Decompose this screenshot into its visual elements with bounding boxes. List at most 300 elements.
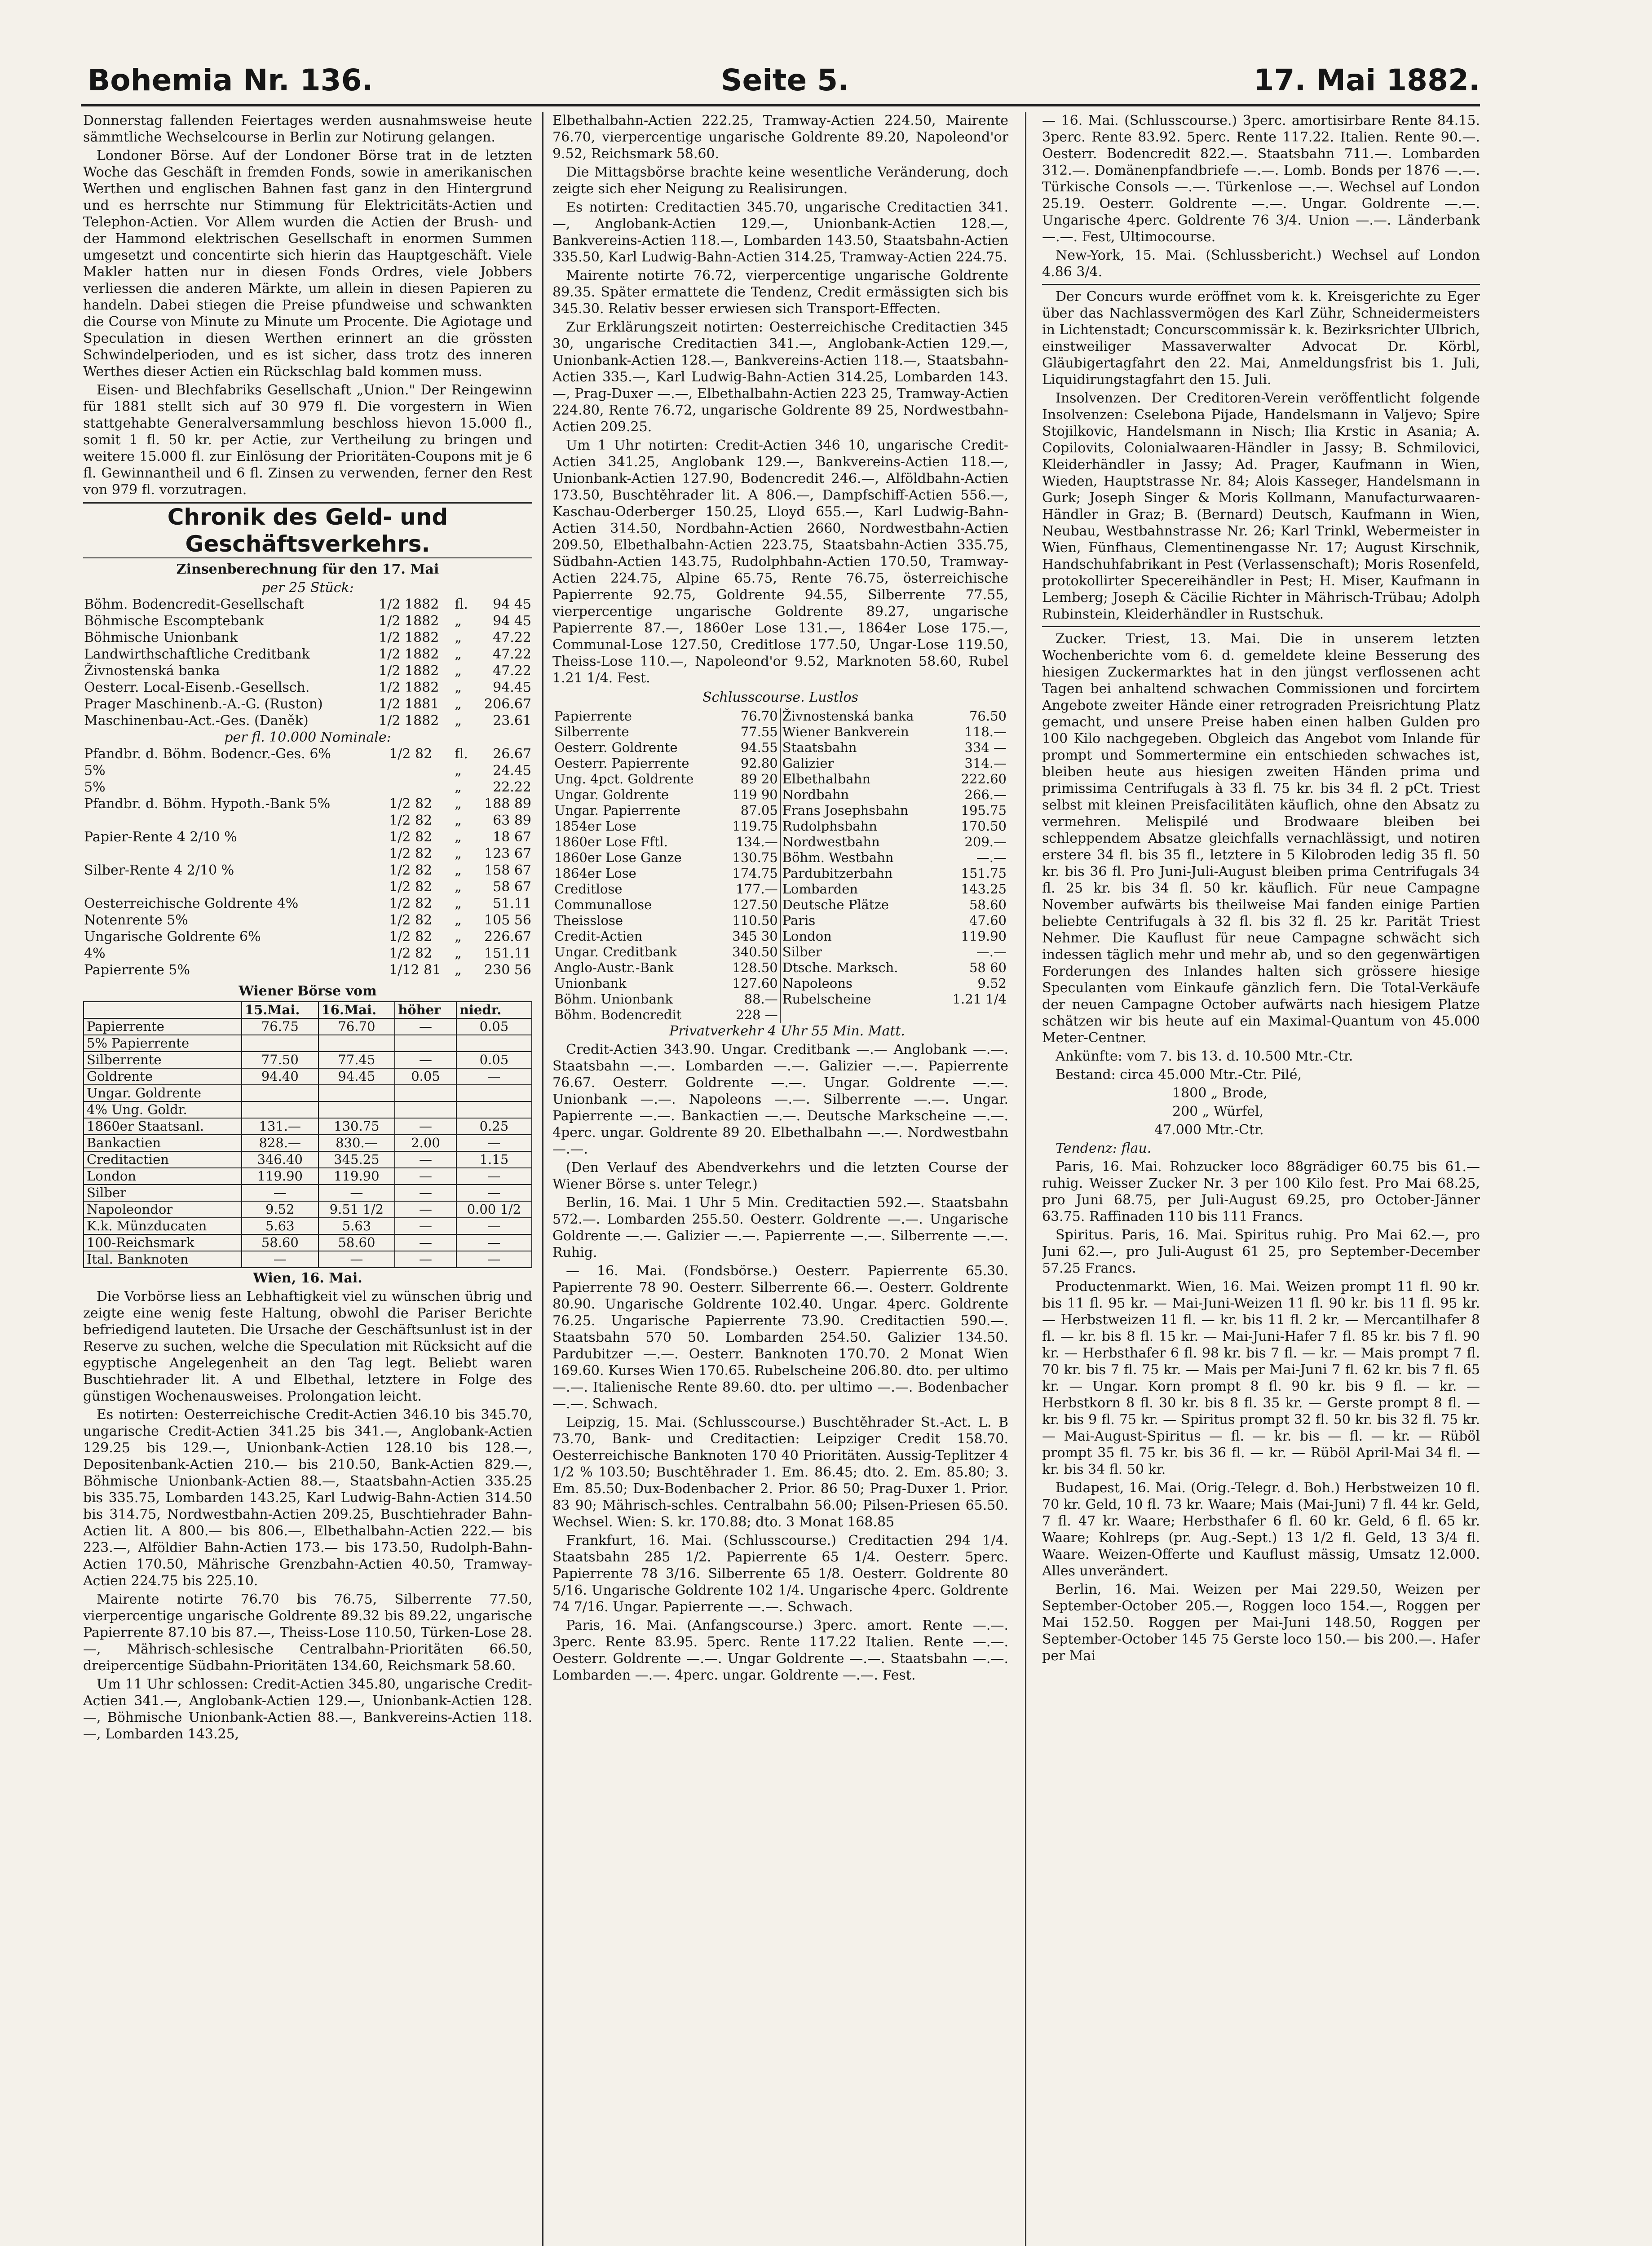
paragraph: Paris, 16. Mai. Rohzucker loco 88grädiger 60.75 bis 61.— ruhig. Weisser Zucker Nr. 3 per 100 Kilo fest. Pro Mai 68.25, pro Juni 68.75, per Juli-August 69.25, pro October-Jänner 63.75. Raffinaden 110 bis 111 Francs.	[1042, 1159, 1480, 1225]
table-cell: Papierrente	[554, 708, 632, 724]
table-cell	[318, 1101, 395, 1118]
table-cell: Oesterr. Papierrente	[554, 756, 689, 771]
table-cell: 1/2 1882	[379, 630, 439, 646]
table-cell: 0.05	[395, 1068, 456, 1085]
table-cell: Silber-Rente 4 2/10 %	[84, 862, 234, 878]
table-cell: Böhm. Unionbank	[554, 991, 673, 1007]
closing-prices-table	[552, 708, 1008, 1023]
table-row	[83, 862, 532, 879]
table-cell: 158 67	[484, 862, 531, 878]
table-cell: 63 89	[493, 813, 531, 828]
paragraph: (Den Verlauf des Abendverkehrs und die letzten Course der Wiener Börse s. unter Telegr.)	[552, 1160, 1008, 1192]
table-cell: 58 60	[969, 960, 1007, 975]
table-cell: 1/2 1881	[379, 696, 439, 712]
table-cell: 0.05	[456, 1052, 532, 1068]
table-row	[552, 1007, 1008, 1023]
table-cell: Theisslose	[554, 913, 623, 928]
table-title: Schlusscourse. Lustlos	[702, 690, 858, 705]
paragraph: — 16. Mai. (Fondsbörse.) Oesterr. Papierrente 65.30. Papierrente 78 90. Oesterr. Silberrente 66.—. Oesterr. Goldrente 80.90. Ungarische Goldrente 102.40. Ungar. 4perc. Goldrente 76.25. Ungarische Papierrente 73.90. Creditactien 590.—. Staatsbahn 570 50. Lombarden 254.50. Galizier 134.50. Pardubitzer —.—. Oesterr. Banknoten 170.70. 2 Monat Wien 169.60. Kurses Wien 170.65. Rubelscheine 206.80. dto. per ultimo —.—. Italienische Rente 89.60. dto. per ultimo —.—. Bodenbacher —.—. Schwach.	[552, 1263, 1008, 1412]
table-cell: —	[318, 1185, 395, 1201]
table-cell	[83, 812, 388, 829]
table-cell: Landwirthschaftliche Creditbank	[84, 646, 310, 662]
paragraph: Die Mittagsbörse brachte keine wesentliche Veränderung, doch zeigte sich eher Neigung zu Realisirungen.	[552, 164, 1008, 197]
table-cell: 23.61	[493, 713, 531, 729]
table-cell: Böhmische Unionbank	[84, 630, 238, 646]
table-cell: 1/2 1882	[379, 680, 439, 695]
table-cell: 76.75	[242, 1018, 318, 1035]
table-row	[83, 812, 532, 829]
table-cell	[456, 1085, 532, 1101]
table-row	[84, 1151, 532, 1168]
table-cell: 226.67	[484, 929, 531, 945]
table-cell: 47.22	[493, 663, 531, 679]
table-cell: Lombarden	[782, 881, 858, 897]
paragraph: Es notirten: Creditactien 345.70, ungarische Creditactien 341.—, Anglobank-Actien 129.—, Unionbank-Actien 128.—, Bankvereins-Actien 118.—, Lombarden 143.50, Staatsbahn-Actien 335.50, Karl Ludwig-Bahn-Actien 314.25, Tramway-Actien 224.75.	[552, 199, 1008, 265]
table-cell: 9.52	[242, 1201, 318, 1218]
subheading: Zinsenberechnung für den 17. Mai	[176, 562, 439, 577]
table-cell: Ung. 4pct. Goldrente	[554, 771, 694, 787]
table-row	[83, 779, 532, 796]
subheading: per 25 Stück:	[261, 580, 354, 596]
table-cell: Papier-Rente 4 2/10 %	[84, 829, 237, 845]
paragraph: Credit-Actien 343.90. Ungar. Creditbank —.— Anglobank —.—. Staatsbahn —.—. Lombarden —.—. Galizier —.—. Papierrente 76.67. Oesterr. Goldrente —.—. Ungar. Goldrente —.—. Unionbank —.—. Napoleons —.—. Silberrente —.—. Ungar. Papierrente —.—. Bankactien —.—. Deutsche Markscheine —.—. 4perc. ungar. Goldrente 89 20. Elbethalbahn —.—. Nordwestbahn —.—.	[552, 1042, 1008, 1157]
table-cell: —	[456, 1135, 532, 1151]
column-1	[83, 112, 532, 2246]
table-cell: —	[395, 1168, 456, 1185]
table-cell: 345.25	[318, 1151, 395, 1168]
table-cell	[242, 1101, 318, 1118]
table-cell: Ungar. Creditbank	[554, 944, 677, 959]
table-row	[83, 596, 532, 613]
table-row	[552, 928, 1008, 944]
table-row	[84, 1085, 532, 1101]
table-cell: „	[455, 646, 462, 662]
table-cell: 118.—	[964, 724, 1007, 739]
table-cell: Silberrente	[554, 724, 629, 739]
table-cell: London	[84, 1168, 242, 1185]
table-cell: 1.21 1/4	[952, 991, 1007, 1007]
table-cell: Wiener Bankverein	[782, 724, 909, 739]
table-cell: —	[395, 1118, 456, 1135]
table-cell: 5% Papierrente	[84, 1035, 242, 1052]
interest-table-1	[83, 596, 532, 729]
table-cell	[456, 1035, 532, 1052]
table-cell: 4% Ung. Goldr.	[84, 1101, 242, 1118]
table-cell: 222.60	[961, 771, 1007, 787]
paragraph: Ankünfte: vom 7. bis 13. d. 10.500 Mtr.-Ctr.	[1056, 1048, 1353, 1064]
table-cell: —.—	[976, 850, 1007, 865]
column-header: 16.Mai.	[318, 1002, 395, 1018]
subheading: per fl. 10.000 Nominale:	[224, 730, 391, 745]
table-row	[83, 679, 532, 696]
table-cell: 94.55	[721, 740, 780, 756]
table-cell: Deutsche Plätze	[782, 897, 889, 912]
paragraph: Frankfurt, 16. Mai. (Schlusscourse.) Creditactien 294 1/4. Staatsbahn 285 1/2. Papierrente 65 1/4. Oesterr. 5perc. Papierrente 78 3/16. Silberrente 65 1/8. Oesterr. Goldrente 80 5/16. Ungarische Goldrente 102 1/4. Ungarische 4perc. Goldrente 74 7/16. Ungar. Papierrente —.—. Schwach.	[552, 1533, 1008, 1615]
divider	[1042, 626, 1480, 627]
table-row	[552, 756, 1008, 771]
table-cell: Ungarische Goldrente 6%	[84, 929, 261, 945]
table-cell: 0.00 1/2	[456, 1201, 532, 1218]
table-cell: 77.45	[318, 1052, 395, 1068]
table-cell	[780, 1007, 940, 1023]
table-row	[83, 879, 532, 895]
paragraph: Bestand: circa 45.000 Mtr.-Ctr. Pilé,	[1056, 1067, 1302, 1083]
table-row	[552, 740, 1008, 756]
table-cell: Oesterr. Local-Eisenb.-Gesellsch.	[84, 680, 310, 695]
table-cell: 119.90	[318, 1168, 395, 1185]
table-cell: 51.11	[493, 896, 531, 911]
table-row	[84, 1168, 532, 1185]
table-cell	[395, 1101, 456, 1118]
dateline: Wien, 16. Mai.	[253, 1270, 362, 1286]
table-cell: Böhm. Bodencredit	[554, 1007, 682, 1022]
table-cell: 345 30	[721, 928, 780, 944]
table-cell: 94.45	[493, 680, 531, 695]
table-cell: Staatsbahn	[782, 740, 857, 755]
table-cell: 1/2 82	[389, 862, 433, 878]
table-cell: 334 —	[964, 740, 1007, 755]
table-row	[552, 834, 1008, 850]
table-cell: 1860er Staatsanl.	[84, 1118, 242, 1135]
table-cell: 76.70	[318, 1018, 395, 1035]
table-cell: 1/2 82	[389, 813, 433, 828]
paragraph: Es notirten: Oesterreichische Credit-Actien 346.10 bis 345.70, ungarische Credit-Actien 341.25 bis 341.—, Anglobank-Actien 129.25 bis 129.—, Unionbank-Actien 128.10 bis 128.—, Depositenbank-Actien 210.— bis 210.50, Bank-Actien 829.—, Böhmische Unionbank-Actien 88.—, Staatsbahn-Actien 335.25 bis 335.75, Lombarden 143.25, Karl Ludwig-Bahn-Actien 314.50 bis 314.75, Nordwestbahn-Actien 209.25, Buschtiehrader Bahn-Actien lit. A 800.— bis 806.—, Elbethalbahn-Actien 222.— bis 223.—, Alföldier Bahn-Actien 173.— bis 173.50, Rudolph-Bahn-Actien 170.50, Mährische Grenzbahn-Actien 40.50, Tramway-Actien 224.75 bis 225.10.	[83, 1407, 532, 1589]
table-cell: 24.45	[493, 763, 531, 778]
table-cell: —	[395, 1185, 456, 1201]
paragraph: Die Vorbörse liess an Lebhaftigkeit viel zu wünschen übrig und zeigte eine wenig feste Haltung, obwohl die Pariser Berichte befriedigend lauteten. Die Ursache der Geschäftsunlust ist in der Reserve zu suchen, welche die Speculation mit Rücksicht auf die egyptische Angelegenheit an den Tag legt. Beliebt waren Buschtiehrader lit. A und Elbethal, letztere in Folge des günstigen Wochenausweises. Prolongation leicht.	[83, 1289, 532, 1404]
table-cell: —	[456, 1234, 532, 1251]
column-header: niedr.	[456, 1002, 532, 1018]
paragraph: 200 „ Würfel,	[1172, 1104, 1264, 1119]
table-cell: „	[455, 713, 462, 729]
table-cell: Unionbank	[554, 976, 627, 991]
table-cell: —	[242, 1185, 318, 1201]
interest-table-2	[83, 746, 532, 978]
column-header: höher	[395, 1002, 456, 1018]
table-cell: 206.67	[484, 696, 531, 712]
paragraph: Elbethalbahn-Actien 222.25, Tramway-Actien 224.50, Mairente 76.70, vierpercentige ungarische Goldrente 89.20, Napoleond'or 9.52, Reichsmark 58.60.	[552, 113, 1008, 162]
table-cell: 18 67	[493, 829, 531, 845]
table-cell: 127.50	[721, 897, 780, 913]
table-cell: „	[455, 813, 462, 828]
section-heading: Chronik des Geld- und Geschäftsverkehrs.	[83, 502, 532, 558]
table-cell: fl.	[455, 746, 468, 762]
table-cell: 151.75	[961, 866, 1007, 881]
table-cell: 119 90	[721, 787, 780, 803]
table-cell: „	[455, 962, 462, 978]
table-cell: Papierrente	[84, 1018, 242, 1035]
table-row	[83, 613, 532, 629]
table-row	[83, 895, 532, 912]
table-cell: 47.22	[493, 630, 531, 646]
table-cell: 94.45	[318, 1068, 395, 1085]
table-cell: —	[456, 1168, 532, 1185]
table-cell: 828.—	[242, 1135, 318, 1151]
table-row	[552, 850, 1008, 866]
table-cell: 1/2 1882	[379, 713, 439, 729]
table-cell: Creditlose	[554, 881, 623, 897]
table-cell: 134.—	[721, 834, 780, 850]
table-cell: 47.60	[969, 913, 1007, 928]
table-row	[552, 913, 1008, 928]
table-cell: —.—	[976, 944, 1007, 959]
table-cell: 209.—	[964, 834, 1007, 849]
table-cell	[242, 1085, 318, 1101]
table-cell: Galizier	[782, 756, 834, 771]
table-cell: 5%	[84, 779, 106, 795]
table-cell: „	[455, 630, 462, 646]
table-cell: 58.60	[969, 897, 1007, 912]
table-row	[552, 787, 1008, 803]
table-cell: 1/2 82	[389, 846, 433, 862]
table-cell: —	[456, 1185, 532, 1201]
table-cell: 1/2 82	[389, 879, 433, 895]
table-row	[83, 663, 532, 679]
table-cell: 92.80	[721, 756, 780, 771]
table-cell: 77.55	[721, 724, 780, 740]
table-cell: 5.63	[318, 1218, 395, 1234]
table-cell: Ungar. Papierrente	[554, 803, 680, 818]
column-header: 15.Mai.	[242, 1002, 318, 1018]
table-cell: „	[455, 763, 462, 778]
table-row	[552, 818, 1008, 834]
table-cell	[242, 1035, 318, 1052]
table-row	[83, 762, 532, 779]
table-cell	[395, 1035, 456, 1052]
table-row	[84, 1135, 532, 1151]
table-cell: „	[455, 829, 462, 845]
table-cell: 89 20	[721, 771, 780, 787]
table-cell: fl.	[455, 597, 468, 612]
table-cell: Nordbahn	[782, 787, 849, 802]
paragraph: Budapest, 16. Mai. (Orig.-Telegr. d. Boh.) Herbstweizen 10 fl. 70 kr. Geld, 10 fl. 73 kr. Waare; Mais (Mai-Juni) 7 fl. 44 kr. Geld, 7 fl. 47 kr. Waare; Herbsthafer 6 fl. 60 kr. Geld, 6 fl. 65 kr. Waare; Kohlreps (pr. Aug.-Sept.) 13 1/2 fl. Geld, 13 3/4 fl. Waare. Weizen-Offerte und Kauflust mässig, Umsatz 12.000. Alles unverändert.	[1042, 1480, 1480, 1579]
table-cell: Silberrente	[84, 1052, 242, 1068]
table-cell: 9.51 1/2	[318, 1201, 395, 1218]
table-cell: 1/2 1882	[379, 613, 439, 629]
table-cell: Prager Maschinenb.-A.-G. (Ruston)	[84, 696, 323, 712]
table-cell: —	[395, 1018, 456, 1035]
table-cell: —	[395, 1234, 456, 1251]
table-cell: —	[456, 1251, 532, 1268]
paragraph: Eisen- und Blechfabriks Gesellschaft „Union." Der Reingewinn für 1881 stellt sich auf 30 979 fl. Die vorgestern in Wien stattgehabte Generalversammlung beschloss hievon 15.000 fl., somit 1 fl. 50 kr. per Actie, zur Vertheilung zu bringen und weitere 15.000 fl. zur Einlösung der Prioritäten-Coupons mit je 6 fl. Gewinnantheil und 6 fl. Zinsen zu verwenden, ferner den Rest von 979 fl. vorzutragen.	[83, 382, 532, 498]
table-cell: —	[456, 1068, 532, 1085]
table-cell	[83, 845, 388, 862]
table-row	[83, 712, 532, 729]
table-row	[552, 708, 1008, 724]
table-row	[552, 866, 1008, 881]
table-cell: 128.50	[721, 960, 780, 976]
table-cell: 177.—	[721, 881, 780, 897]
table-cell: Elbethalbahn	[782, 771, 871, 787]
table-row	[552, 803, 1008, 818]
table-cell: Oesterr. Goldrente	[554, 740, 678, 755]
table-row	[83, 696, 532, 712]
table-cell: „	[455, 879, 462, 895]
table-cell: 0.25	[456, 1118, 532, 1135]
paragraph: Productenmarkt. Wien, 16. Mai. Weizen prompt 11 fl. 90 kr. bis 11 fl. 95 kr. — Mai-Juni-Weizen 11 fl. 90 kr. bis 11 fl. 95 kr. — Herbstweizen 11 fl. — kr. bis 11 fl. 2 kr. — Mercantilhafer 8 fl. — kr. bis 8 fl. 15 kr. — Mai-Juni-Hafer 7 fl. 85 kr. bis 7 fl. 90 kr. — Herbsthafer 6 fl. 98 kr. bis 7 fl. — kr. — Mais prompt 7 fl. 70 kr. bis 7 fl. 75 kr. — Mais per Mai-Juni 7 fl. 62 kr. bis 7 fl. 65 kr. — Ungar. Korn prompt 8 fl. 90 kr. bis 9 fl. — kr. — Herbstkorn 8 fl. 30 kr. bis 8 fl. 35 kr. — Gerste prompt 8 fl. — kr. bis 9 fl. 75 kr. — Spiritus prompt 32 fl. 50 kr. bis 32 fl. 75 kr. — Mai-August-Spiritus — fl. — kr. bis — fl. — kr. — Rüböl prompt 35 fl. 75 kr. bis 36 fl. — kr. — Rüböl April-Mai 34 fl. — kr. bis 34 fl. 50 kr.	[1042, 1279, 1480, 1477]
column-2	[552, 112, 1008, 2246]
table-cell	[940, 1007, 1008, 1023]
table-row	[84, 1218, 532, 1234]
table-cell: 170.50	[961, 818, 1007, 834]
table-cell: 0.05	[456, 1018, 532, 1035]
table-cell: Papierrente 5%	[84, 962, 190, 978]
table-cell: 1/2 1882	[379, 646, 439, 662]
table-cell: 94 45	[493, 613, 531, 629]
table-row	[84, 1185, 532, 1201]
table-cell: 1860er Lose Ganze	[554, 850, 682, 865]
table-cell: 130.75	[721, 850, 780, 866]
table-cell: Goldrente	[84, 1068, 242, 1085]
table-cell: Oesterreichische Goldrente 4%	[84, 896, 299, 911]
table-cell: Frans Josephsbahn	[782, 803, 909, 818]
table-row	[552, 976, 1008, 991]
table-cell: „	[455, 680, 462, 695]
table-row	[552, 724, 1008, 740]
page-number: Seite 5.	[721, 63, 849, 97]
table-cell: 230 56	[484, 962, 531, 978]
paragraph: Privatverkehr 4 Uhr 55 Min. Matt.	[669, 1023, 905, 1039]
column-rule-2	[1025, 112, 1026, 2246]
masthead-issue: Bohemia Nr. 136.	[88, 63, 373, 97]
table-cell: Rudolphsbahn	[782, 818, 877, 834]
table-cell: —	[395, 1218, 456, 1234]
table-cell: „	[455, 796, 462, 812]
divider	[1042, 284, 1480, 285]
issue-date: 17. Mai 1882.	[1253, 63, 1480, 97]
table-cell: 110.50	[721, 913, 780, 928]
table-cell	[388, 762, 454, 779]
table-cell: Paris	[782, 913, 816, 928]
paragraph: — 16. Mai. (Schlusscourse.) 3perc. amortisirbare Rente 84.15. 3perc. Rente 83.92. 5perc. Rente 117.22. Italien. Rente 90.—. Oesterr. Bodencredit 822.—. Staatsbahn 711.—. Lombarden 312.—. Domänenpfandbriefe —.—. Lomb. Bonds per 1876 —.—. Türkische Consols —.—. Türkenlose —.—. Wechsel auf London 25.19. Oesterr. Goldrente —.—. Ungar. Goldrente —.—. Ungarische 4perc. Goldrente 76 3/4. Union —.—. Länderbank —.—. Fest, Ultimocourse.	[1042, 113, 1480, 245]
table-cell: 346.40	[242, 1151, 318, 1168]
table-cell: 1864er Lose	[554, 866, 636, 881]
table-cell: 127.60	[721, 976, 780, 991]
table-cell: 22.22	[493, 779, 531, 795]
table-cell: Böhm. Bodencredit-Gesellschaft	[84, 597, 304, 612]
table-cell	[318, 1035, 395, 1052]
table-cell: 1/2 82	[389, 796, 433, 812]
table-cell: Credit-Actien	[554, 928, 643, 944]
table-cell: „	[455, 846, 462, 862]
table-row	[83, 746, 532, 762]
table-cell: 47.22	[493, 646, 531, 662]
table-row	[83, 796, 532, 812]
table-cell: 76.50	[969, 708, 1007, 724]
table-cell: Silber	[782, 944, 822, 959]
table-cell: 4%	[84, 946, 106, 961]
paragraph: 47.000 Mtr.-Ctr.	[1154, 1122, 1264, 1138]
table-cell: „	[455, 946, 462, 961]
column-rule-1	[542, 112, 543, 2246]
table-row	[83, 646, 532, 663]
table-cell: 1/2 82	[389, 746, 433, 762]
paragraph: Berlin, 16. Mai. Weizen per Mai 229.50, Weizen per September-October 205.—, Roggen loco 154.—, Roggen per Mai 152.50. Roggen per Mai-Juni 148.50, Roggen per September-October 145 75 Gerste loco 150.— bis 200.—. Hafer per Mai	[1042, 1582, 1480, 1664]
table-cell: —	[242, 1251, 318, 1268]
paragraph: Um 11 Uhr schlossen: Credit-Actien 345.80, ungarische Credit-Actien 341.—, Anglobank-Actien 129.—, Unionbank-Actien 128.—, Böhmische Unionbank-Actien 88.—, Bankvereins-Actien 118.—, Lombarden 143.25,	[83, 1676, 532, 1742]
table-cell: 119.90	[242, 1168, 318, 1185]
table-cell: 119.90	[961, 928, 1007, 944]
table-cell: —	[395, 1052, 456, 1068]
table-cell: 174.75	[721, 866, 780, 881]
table-cell: 119.75	[721, 818, 780, 834]
table-cell: „	[455, 862, 462, 878]
table-row	[83, 629, 532, 646]
table-cell: Živnostenská banka	[84, 663, 220, 679]
table-cell	[388, 779, 454, 796]
paragraph: Tendenz: flau.	[1056, 1141, 1152, 1156]
table-cell: —	[395, 1251, 456, 1268]
table-row	[84, 1118, 532, 1135]
table-cell: 131.—	[242, 1118, 318, 1135]
table-cell: 1/2 82	[389, 829, 433, 845]
table-row	[83, 845, 532, 862]
table-row	[84, 1251, 532, 1268]
table-cell: 143.25	[961, 881, 1007, 897]
table-row	[552, 960, 1008, 976]
table-cell	[456, 1101, 532, 1118]
table-cell: Bankactien	[84, 1135, 242, 1151]
table-cell: 266.—	[964, 787, 1007, 802]
table-row	[84, 1068, 532, 1085]
table-cell: 1.15	[456, 1151, 532, 1168]
table-cell: —	[395, 1151, 456, 1168]
paragraph: Mairente notirte 76.70 bis 76.75, Silberrente 77.50, vierpercentige ungarische Goldrente 89.32 bis 89.22, ungarische Papierrente 87.10 bis 87.—, Theiss-Lose 110.50, Türken-Lose 28.—, Mährisch-schlesische Centralbahn-Prioritäten 66.50, dreipercentige Südbahn-Prioritäten 134.60, Reichsmark 58.60.	[83, 1592, 532, 1674]
table-cell: 94 45	[493, 597, 531, 612]
table-cell: 830.—	[318, 1135, 395, 1151]
paragraph: Der Concurs wurde eröffnet vom k. k. Kreisgerichte zu Eger über das Nachlassvermögen des Karl Zühr, Schneidermeisters in Lichtenstadt; Concurscommissär k. k. Bezirksrichter Ulbrich, einstweiliger Massaverwalter Advocat Dr. Körbl, Gläubigertagfahrt den 22. Mai, Anmeldungsfrist bis 1. Juli, Liquidirungstagfahrt den 15. Juli.	[1042, 289, 1480, 388]
table-row	[552, 881, 1008, 897]
table-cell: Böhm. Westbahn	[782, 850, 894, 865]
table-cell: Ungar. Goldrente	[554, 787, 669, 802]
table-cell: Silber	[84, 1185, 242, 1201]
table-cell: Böhmische Escomptebank	[84, 613, 264, 629]
paragraph: Donnerstag fallenden Feiertages werden ausnahmsweise heute sämmtliche Wechselcourse in Berlin zur Notirung gelangen.	[83, 113, 532, 145]
table-row	[84, 1035, 532, 1052]
table-row	[83, 829, 532, 845]
table-cell	[318, 1085, 395, 1101]
table-cell: —	[395, 1201, 456, 1218]
table-cell: Notenrente 5%	[84, 912, 188, 928]
table-cell: 1860er Lose Fftl.	[554, 834, 668, 849]
table-cell: 195.75	[961, 803, 1007, 818]
table-cell: 228 —	[721, 1007, 780, 1023]
table-row	[83, 945, 532, 962]
table-cell: 1/2 82	[389, 929, 433, 945]
paragraph: 1800 „ Brode,	[1172, 1085, 1268, 1101]
table-cell: Rubelscheine	[782, 991, 871, 1007]
table-cell: —	[318, 1251, 395, 1268]
table-cell: 1/2 1882	[379, 597, 439, 612]
table-cell: 5%	[84, 763, 106, 778]
table-row	[84, 1101, 532, 1118]
table-cell: 94.40	[242, 1068, 318, 1085]
table-cell: Nordwestbahn	[782, 834, 880, 849]
table-cell: 1/2 82	[389, 946, 433, 961]
paragraph: Paris, 16. Mai. (Anfangscourse.) 3perc. amort. Rente —.—. 3perc. Rente 83.95. 5perc. Rente 117.22 Italien. Rente —.—. Oesterr. Goldrente —.—. Ungar Goldrente —.—. Staatsbahn —.—. Lombarden —.—. 4perc. ungar. Goldrente —.—. Fest.	[552, 1618, 1008, 1683]
paragraph: New-York, 15. Mai. (Schlussbericht.) Wechsel auf London 4.86 3/4.	[1042, 248, 1480, 280]
table-cell: 151.11	[484, 946, 531, 961]
table-cell: 88.—	[721, 991, 780, 1007]
table-cell: 1/2 1882	[379, 663, 439, 679]
table-cell: Živnostenská banka	[782, 708, 914, 724]
column-header	[84, 1002, 242, 1018]
paragraph: Spiritus. Paris, 16. Mai. Spiritus ruhig. Pro Mai 62.—, pro Juni 62.—, pro Juli-August 61 25, pro September-December 57.25 Francs.	[1042, 1227, 1480, 1276]
table-cell	[83, 879, 388, 895]
table-cell: „	[455, 613, 462, 629]
table-row	[552, 771, 1008, 787]
table-row	[83, 962, 532, 978]
